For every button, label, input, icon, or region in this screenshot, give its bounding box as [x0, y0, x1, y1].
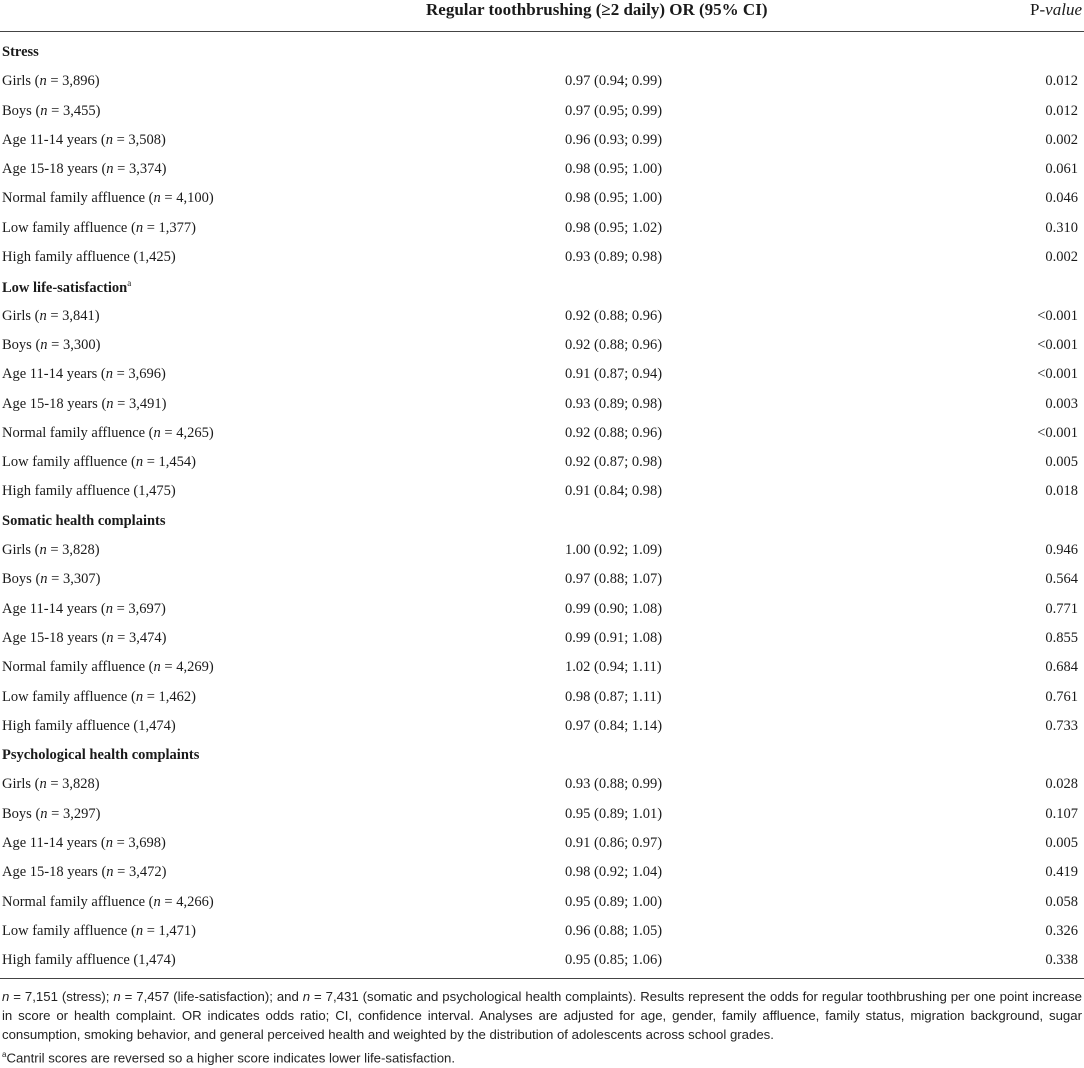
row-label-post: = 3,297)	[47, 805, 101, 822]
row-label-post: = 3,472)	[113, 864, 167, 881]
table-row	[0, 770, 1084, 799]
p-value-cell: <0.001	[1037, 336, 1078, 353]
odds-ratio-cell: 0.92 (0.88; 0.96)	[565, 336, 663, 353]
footnote-part3: = 7,431 (somatic and psychological health complaints). Results represent the odds for regular toothbrushing per one point increase in score or health complaint. OR indicates odds ratio; CI, confidence interval. Analyses are adjusted for age, gender, family affluence, family status, migration background, sugar consumption, smoking behavior, and general perceived health and weighted by the distribution of adolescents across school grades.	[2, 989, 1082, 1043]
row-label-post: = 4,269)	[160, 659, 214, 676]
row-label-post: = 4,265)	[160, 424, 214, 441]
row-label	[2, 835, 166, 852]
row-label-pre: Boys (	[2, 805, 41, 822]
row-label-n: n	[153, 424, 161, 441]
row-label-n: n	[135, 219, 144, 236]
row-label-post: = 3,828)	[46, 542, 100, 559]
table-row	[0, 331, 1084, 360]
row-label-n: n	[39, 73, 47, 90]
odds-ratio-cell: 0.97 (0.94; 0.99)	[565, 73, 663, 90]
header-p-italic: value	[1045, 0, 1082, 19]
table-row	[0, 97, 1084, 126]
row-label-n: n	[153, 893, 161, 910]
table-row	[0, 302, 1084, 331]
table-row	[0, 800, 1084, 829]
row-label	[2, 718, 176, 735]
p-value-cell: <0.001	[1037, 424, 1078, 441]
table-row	[0, 390, 1084, 419]
row-label	[2, 366, 166, 383]
p-value-cell: 0.012	[1045, 73, 1078, 90]
row-label-post: = 3,697)	[113, 600, 166, 617]
p-value-cell: 0.761	[1045, 688, 1078, 705]
row-label-n: n	[39, 776, 47, 793]
section-footnote-marker: a	[127, 278, 132, 289]
row-label-n: n	[40, 571, 48, 588]
row-label-n: n	[106, 629, 114, 646]
table-row	[0, 917, 1084, 946]
section-label	[2, 44, 39, 61]
row-label-pre: Boys (	[2, 336, 41, 353]
row-label-pre: High family affluence (1,425)	[2, 249, 176, 266]
row-label-n: n	[106, 395, 114, 412]
row-label-post: = 3,374)	[113, 161, 167, 178]
row-label-n: n	[39, 307, 47, 324]
p-value-cell: 0.564	[1045, 571, 1078, 588]
row-label-post: = 1,454)	[143, 454, 196, 471]
table-header	[0, 0, 1084, 32]
table-row	[0, 712, 1084, 741]
row-label	[2, 132, 166, 149]
p-value-cell: 0.733	[1045, 717, 1078, 734]
row-label	[2, 894, 214, 911]
odds-ratio-cell: 0.99 (0.90; 1.08)	[565, 600, 663, 617]
p-value-cell: 0.012	[1045, 102, 1078, 119]
row-label-pre: Boys (	[2, 102, 41, 119]
p-value-cell: 0.771	[1045, 600, 1078, 617]
row-label-post: = 1,377)	[143, 219, 196, 236]
row-label	[2, 923, 196, 940]
row-label-pre: Girls (	[2, 73, 40, 90]
row-label	[2, 103, 100, 120]
row-label	[2, 396, 166, 413]
section-title: Stress	[2, 44, 39, 60]
table-row	[0, 419, 1084, 448]
row-label-post: = 3,896)	[46, 73, 100, 90]
row-label-n: n	[40, 805, 48, 822]
row-label-post: = 4,266)	[160, 893, 214, 910]
row-label-post: = 3,455)	[47, 102, 101, 119]
row-label-post: = 1,471)	[143, 922, 196, 939]
table-row	[0, 829, 1084, 858]
table-row	[0, 214, 1084, 243]
p-value-cell: 0.003	[1045, 395, 1078, 412]
table-row	[0, 624, 1084, 653]
odds-ratio-cell: 0.91 (0.84; 0.98)	[565, 483, 663, 500]
row-label	[2, 249, 176, 266]
row-label-n: n	[106, 864, 114, 881]
row-label-pre: High family affluence (1,475)	[2, 483, 176, 500]
odds-ratio-cell: 1.02 (0.94; 1.11)	[565, 659, 662, 676]
p-value-cell: 0.310	[1045, 219, 1078, 236]
odds-ratio-cell: 0.93 (0.89; 0.98)	[565, 249, 663, 266]
row-label-pre: Girls (	[2, 776, 40, 793]
footnote-part1: = 7,151 (stress);	[9, 989, 114, 1004]
row-label-n: n	[135, 688, 144, 705]
row-label-pre: Low family affluence (	[2, 688, 136, 705]
p-value-cell: 0.058	[1045, 893, 1078, 910]
row-label-post: = 1,462)	[143, 688, 196, 705]
odds-ratio-cell: 0.98 (0.92; 1.04)	[565, 864, 663, 881]
row-label-post: = 3,307)	[47, 571, 101, 588]
odds-ratio-cell: 0.98 (0.95; 1.00)	[565, 161, 663, 178]
row-label-n: n	[40, 102, 48, 119]
row-label	[2, 220, 196, 237]
row-label-n: n	[153, 190, 161, 207]
row-label	[2, 425, 214, 442]
row-label-pre: Age 11-14 years (	[2, 366, 106, 383]
p-value-cell: 0.002	[1045, 249, 1078, 266]
row-label-pre: Age 11-14 years (	[2, 600, 106, 617]
row-label-pre: Age 11-14 years (	[2, 835, 106, 852]
odds-ratio-cell: 0.95 (0.85; 1.06)	[565, 952, 663, 969]
row-label-n: n	[105, 835, 113, 852]
table-row	[0, 595, 1084, 624]
section-title: Low life-satisfaction	[2, 280, 128, 297]
odds-ratio-cell: 0.93 (0.89; 0.98)	[565, 395, 663, 412]
section-header-row	[0, 38, 1084, 67]
row-label-post: = 3,698)	[113, 835, 166, 852]
row-label-pre: Low family affluence (	[2, 219, 136, 236]
odds-ratio-cell: 0.91 (0.87; 0.94)	[565, 366, 663, 383]
row-label-pre: Low family affluence (	[2, 454, 136, 471]
row-label-n: n	[40, 336, 48, 353]
row-label-n: n	[135, 454, 144, 471]
row-label	[2, 161, 166, 178]
row-label-pre: Boys (	[2, 571, 41, 588]
odds-ratio-cell: 0.95 (0.89; 1.01)	[565, 805, 663, 822]
odds-ratio-cell: 0.96 (0.88; 1.05)	[565, 922, 663, 939]
odds-ratio-cell: 0.97 (0.84; 1.14)	[565, 717, 663, 734]
footer-divider	[0, 978, 1084, 979]
p-value-cell: 0.326	[1045, 922, 1078, 939]
row-label-n: n	[135, 922, 144, 939]
row-label	[2, 952, 176, 969]
p-value-cell: 0.419	[1045, 864, 1078, 881]
odds-ratio-cell: 0.91 (0.86; 0.97)	[565, 835, 663, 852]
row-label-pre: High family affluence (1,474)	[2, 717, 176, 734]
row-label	[2, 776, 100, 793]
footnote-note-marker: a	[2, 1049, 7, 1059]
p-value-cell: 0.002	[1045, 131, 1078, 148]
row-label-pre: Low family affluence (	[2, 922, 136, 939]
p-value-cell: 0.684	[1045, 659, 1078, 676]
odds-ratio-cell: 0.92 (0.87; 0.98)	[565, 454, 663, 471]
p-value-cell: 0.855	[1045, 629, 1078, 646]
table-row	[0, 565, 1084, 594]
row-label-post: = 3,828)	[46, 776, 100, 793]
row-label-pre: Girls (	[2, 307, 40, 324]
odds-ratio-cell: 1.00 (0.92; 1.09)	[565, 542, 663, 559]
p-value-cell: 0.338	[1045, 952, 1078, 969]
odds-ratio-cell: 0.96 (0.93; 0.99)	[565, 131, 663, 148]
table-row	[0, 360, 1084, 389]
odds-ratio-cell: 0.93 (0.88; 0.99)	[565, 776, 663, 793]
row-label-post: = 3,474)	[113, 629, 167, 646]
row-label	[2, 542, 100, 559]
row-label-pre: Normal family affluence (	[2, 659, 154, 676]
header-p-value-column	[1030, 0, 1082, 20]
odds-ratio-cell: 0.92 (0.88; 0.96)	[565, 307, 663, 324]
row-label	[2, 73, 100, 90]
odds-ratio-cell: 0.97 (0.95; 0.99)	[565, 102, 663, 119]
odds-ratio-cell: 0.92 (0.88; 0.96)	[565, 424, 663, 441]
section-title: Somatic health complaints	[2, 512, 166, 529]
section-label	[2, 747, 199, 764]
row-label-post: = 3,300)	[47, 336, 101, 353]
table-row	[0, 155, 1084, 184]
row-label	[2, 454, 196, 471]
table-row	[0, 536, 1084, 565]
row-label	[2, 659, 214, 676]
row-label-n: n	[153, 659, 161, 676]
table-row	[0, 683, 1084, 712]
odds-ratio-cell: 0.95 (0.89; 1.00)	[565, 893, 663, 910]
row-label-pre: Age 15-18 years (	[2, 395, 107, 412]
row-label-n: n	[106, 161, 114, 178]
row-label	[2, 308, 100, 325]
p-value-cell: 0.028	[1045, 776, 1078, 793]
row-label	[2, 864, 166, 881]
section-header-row	[0, 507, 1084, 536]
row-label-pre: Normal family affluence (	[2, 190, 154, 207]
p-value-cell: 0.018	[1045, 483, 1078, 500]
table-row	[0, 67, 1084, 96]
row-label	[2, 806, 100, 823]
row-label	[2, 483, 176, 500]
header-or-column: Regular toothbrushing (≥2 daily) OR (95% CI)	[426, 0, 768, 19]
table-row	[0, 184, 1084, 213]
row-label-n: n	[105, 131, 113, 148]
row-label-n: n	[105, 366, 113, 383]
table-row	[0, 477, 1084, 506]
row-label-post: = 3,491)	[113, 395, 167, 412]
row-label-post: = 3,508)	[113, 131, 166, 148]
footnote-n3: n	[302, 989, 311, 1004]
footnote-n1: n	[2, 989, 10, 1004]
table-row	[0, 126, 1084, 155]
section-label	[2, 278, 131, 297]
row-label-n: n	[105, 600, 113, 617]
row-label	[2, 337, 100, 354]
p-value-cell: 0.107	[1045, 805, 1078, 822]
row-label-pre: High family affluence (1,474)	[2, 952, 176, 969]
table-row	[0, 946, 1084, 975]
p-value-cell: 0.946	[1045, 542, 1078, 559]
p-value-cell: 0.061	[1045, 161, 1078, 178]
row-label-pre: Age 15-18 years (	[2, 161, 107, 178]
section-label	[2, 513, 166, 530]
table-row	[0, 243, 1084, 272]
row-label	[2, 601, 166, 618]
odds-ratio-cell: 0.97 (0.88; 1.07)	[565, 571, 663, 588]
p-value-cell: 0.046	[1045, 190, 1078, 207]
table-row	[0, 448, 1084, 477]
odds-ratio-cell: 0.99 (0.91; 1.08)	[565, 629, 663, 646]
odds-ratio-cell: 0.98 (0.95; 1.00)	[565, 190, 663, 207]
row-label-pre: Normal family affluence (	[2, 424, 154, 441]
row-label-n: n	[39, 542, 47, 559]
row-label	[2, 571, 100, 588]
table-body	[0, 38, 1084, 976]
p-value-cell: <0.001	[1037, 366, 1078, 383]
row-label-post: = 3,696)	[113, 366, 166, 383]
row-label-pre: Girls (	[2, 542, 40, 559]
row-label	[2, 630, 166, 647]
odds-ratio-cell: 0.98 (0.87; 1.11)	[565, 688, 662, 705]
section-header-row	[0, 272, 1084, 301]
row-label-post: = 4,100)	[160, 190, 214, 207]
row-label-pre: Normal family affluence (	[2, 893, 154, 910]
footnote-part2: = 7,457 (life-satisfaction); and	[120, 989, 303, 1004]
odds-ratio-cell: 0.98 (0.95; 1.02)	[565, 219, 663, 236]
table-footnote	[2, 987, 1082, 1067]
row-label-pre: Age 15-18 years (	[2, 629, 107, 646]
header-p-prefix: P-	[1030, 0, 1046, 19]
footnote-n2: n	[113, 989, 121, 1004]
p-value-cell: 0.005	[1045, 454, 1078, 471]
row-label	[2, 190, 214, 207]
table-row	[0, 888, 1084, 917]
row-label-pre: Age 15-18 years (	[2, 864, 107, 881]
table-row	[0, 858, 1084, 887]
p-value-cell: <0.001	[1037, 307, 1078, 324]
section-header-row	[0, 741, 1084, 770]
footnote-note-text: Cantril scores are reversed so a higher score indicates lower life-satisfaction.	[6, 1050, 456, 1065]
row-label-pre: Age 11-14 years (	[2, 131, 106, 148]
table-row	[0, 653, 1084, 682]
p-value-cell: 0.005	[1045, 835, 1078, 852]
row-label-post: = 3,841)	[46, 307, 100, 324]
row-label	[2, 689, 196, 706]
section-title: Psychological health complaints	[2, 747, 200, 764]
